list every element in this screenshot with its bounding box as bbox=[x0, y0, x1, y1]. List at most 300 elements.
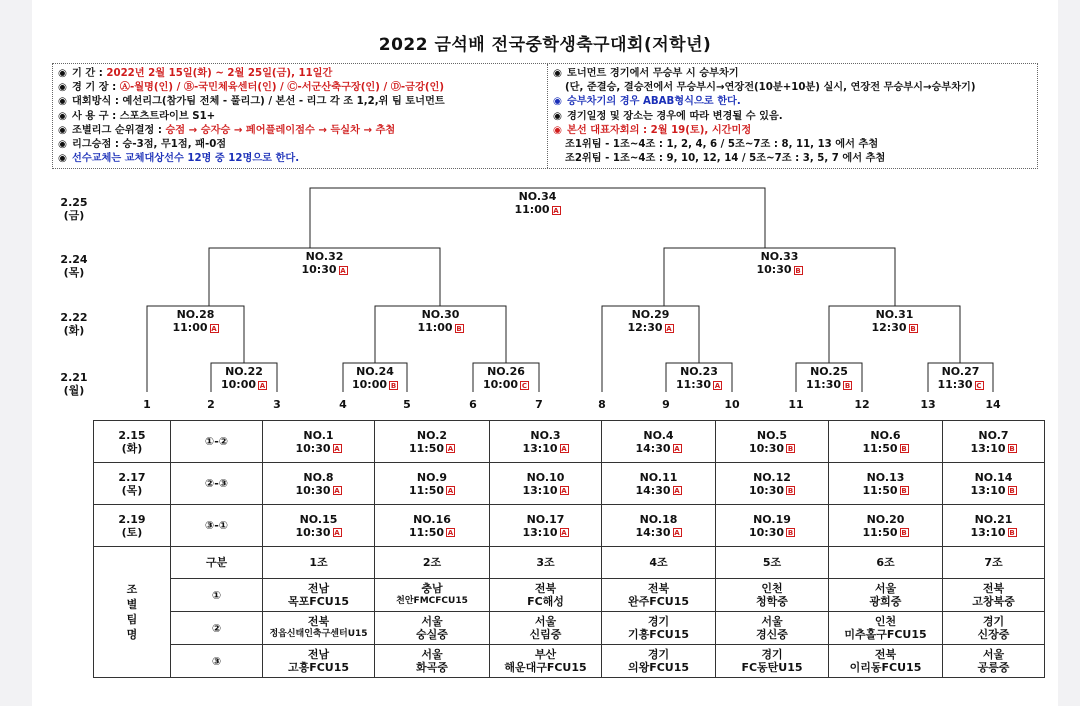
bracket-slot-number: 9 bbox=[662, 398, 670, 411]
schedule-row bbox=[94, 463, 1045, 505]
venue-badge: A bbox=[674, 445, 680, 453]
game-cell bbox=[602, 421, 716, 463]
match-number: NO.23 bbox=[680, 365, 718, 378]
match-number: NO.30 bbox=[421, 308, 460, 321]
game-number: NO.12 bbox=[753, 470, 791, 484]
game-time: 10:30 bbox=[748, 525, 784, 539]
game-number: NO.3 bbox=[530, 428, 561, 442]
team-cell bbox=[829, 645, 943, 678]
team-name: 고창북중 bbox=[972, 595, 1015, 608]
venue-badge: C bbox=[521, 381, 528, 390]
bracket-match bbox=[401, 308, 481, 334]
team-cell bbox=[375, 579, 490, 612]
weekday-text: (토) bbox=[121, 525, 143, 539]
venue-badge: B bbox=[910, 324, 916, 333]
weekday-text: (월) bbox=[63, 384, 85, 397]
document-page bbox=[32, 0, 1058, 706]
bracket-slot-number: 8 bbox=[598, 398, 606, 411]
team-name: 신장중 bbox=[977, 628, 1010, 641]
match-time: 10:30 bbox=[756, 263, 792, 276]
game-number: NO.14 bbox=[974, 470, 1013, 484]
info-text: 승부차기의 경우 ABAB형식으로 한다. bbox=[567, 96, 741, 108]
venue-badge: A bbox=[334, 445, 340, 453]
info-label: 선수교체는 bbox=[72, 153, 122, 165]
team-region: 전북 bbox=[982, 582, 1005, 595]
group-header: 3조 bbox=[490, 547, 602, 579]
game-number: NO.6 bbox=[870, 428, 901, 442]
schedule-date-cell bbox=[94, 505, 171, 547]
team-cell bbox=[943, 579, 1045, 612]
team-cell bbox=[602, 579, 716, 612]
venue-badge: A bbox=[447, 445, 454, 453]
match-time: 11:30 bbox=[937, 378, 973, 391]
venue-badge: A bbox=[211, 324, 217, 333]
match-number: NO.34 bbox=[518, 190, 557, 203]
game-cell bbox=[716, 421, 829, 463]
bullet-icon: ◉ bbox=[58, 68, 67, 79]
seed-cell: ① bbox=[171, 579, 263, 612]
info-line bbox=[553, 81, 1035, 95]
bracket-date bbox=[54, 311, 94, 337]
game-time: 13:10 bbox=[522, 483, 558, 497]
team-region: 경기 bbox=[982, 615, 1005, 628]
team-region: 경기 bbox=[647, 648, 670, 661]
venue-badge: B bbox=[390, 381, 397, 390]
match-time-row bbox=[921, 378, 1001, 391]
team-region: 서울 bbox=[421, 615, 443, 628]
game-number: NO.8 bbox=[303, 470, 334, 484]
match-time-row bbox=[466, 378, 546, 391]
game-cell bbox=[716, 505, 829, 547]
round-cell: ③-① bbox=[171, 505, 263, 547]
match-time: 11:00 bbox=[514, 203, 550, 216]
weekday-text: (금) bbox=[63, 209, 85, 222]
bullet-icon: ◉ bbox=[58, 82, 67, 94]
match-time: 10:00 bbox=[482, 378, 518, 391]
team-name: 숭실중 bbox=[416, 628, 448, 641]
info-text: 스포츠트라이브 S1+ bbox=[119, 110, 216, 122]
bullet-icon: ◉ bbox=[58, 110, 67, 122]
info-line bbox=[553, 138, 1035, 152]
venue-badge: A bbox=[674, 487, 680, 495]
team-cell bbox=[943, 612, 1045, 645]
date-text: 2.24 bbox=[60, 253, 88, 266]
info-text: 예선리그(참가팀 전체 - 풀리그) / 본선 - 리그 각 조 1,2,위 팀 토너먼트 bbox=[122, 96, 445, 108]
venue-badge: B bbox=[787, 445, 794, 453]
teams-label: 조별팀명 bbox=[126, 583, 138, 641]
venue-badge: A bbox=[714, 381, 721, 390]
bracket-slot-number: 6 bbox=[469, 398, 477, 411]
group-header: 6조 bbox=[829, 547, 943, 579]
match-time: 11:00 bbox=[417, 321, 453, 334]
game-cell bbox=[716, 463, 829, 505]
game-cell bbox=[375, 505, 490, 547]
team-name: 이리동FCU15 bbox=[849, 661, 922, 674]
team-cell bbox=[490, 579, 602, 612]
game-time-row bbox=[490, 442, 601, 455]
venue-badge: B bbox=[901, 445, 907, 453]
bracket-slot-number: 1 bbox=[143, 398, 151, 411]
info-line bbox=[58, 110, 543, 124]
info-line bbox=[58, 138, 543, 152]
seed-cell: ② bbox=[171, 612, 263, 645]
info-text: 토너먼트 경기에서 무승부 시 승부차기 bbox=[567, 68, 739, 79]
venue-badge: B bbox=[844, 381, 851, 390]
venue-badge: C bbox=[976, 381, 982, 390]
team-cell bbox=[375, 612, 490, 645]
bracket-match bbox=[611, 308, 691, 334]
match-time-row bbox=[335, 378, 415, 391]
match-time: 11:30 bbox=[805, 378, 841, 391]
bracket-date bbox=[54, 371, 94, 397]
game-cell bbox=[375, 421, 490, 463]
schedule-row bbox=[94, 505, 1045, 547]
game-time: 14:30 bbox=[635, 525, 671, 539]
game-time: 11:50 bbox=[408, 525, 444, 539]
game-time-row bbox=[943, 442, 1044, 455]
game-number: NO.4 bbox=[643, 428, 674, 442]
bullet-icon: ◉ bbox=[553, 96, 562, 108]
info-text: 조1위팀 - 1조~4조 : 1, 2, 4, 6 / 5조~7조 : 8, 11, 13 에서 추첨 bbox=[565, 139, 879, 151]
team-cell bbox=[943, 645, 1045, 678]
game-time: 11:50 bbox=[408, 483, 444, 497]
match-time-row bbox=[156, 321, 236, 334]
teams-side-label bbox=[94, 547, 171, 678]
info-label: 조별리그 순위결정 : bbox=[72, 124, 162, 136]
bullet-icon: ◉ bbox=[58, 124, 67, 136]
match-number: NO.31 bbox=[875, 308, 914, 321]
game-cell bbox=[943, 463, 1045, 505]
team-name: FC해성 bbox=[527, 595, 564, 608]
team-name: 기흥FCU15 bbox=[627, 628, 690, 641]
venue-badge: B bbox=[795, 266, 801, 275]
game-cell bbox=[602, 505, 716, 547]
weekday-text: (화) bbox=[121, 441, 143, 455]
team-name: FC동탄U15 bbox=[741, 661, 803, 674]
team-cell bbox=[829, 579, 943, 612]
team-region: 서울 bbox=[534, 615, 557, 628]
bracket-slot-number: 4 bbox=[339, 398, 347, 411]
match-number: NO.26 bbox=[487, 365, 525, 378]
bullet-icon: ◉ bbox=[553, 110, 562, 122]
match-time-row bbox=[204, 378, 284, 391]
info-text: 본선 대표자회의 : 2월 19(토), 시간미정 bbox=[567, 124, 752, 136]
weekday-text: (목) bbox=[63, 266, 85, 279]
info-left-column bbox=[58, 67, 543, 166]
match-time-row bbox=[789, 378, 869, 391]
team-name: 천안FMCFCU15 bbox=[396, 596, 468, 606]
bracket-slot-number: 2 bbox=[207, 398, 215, 411]
team-row bbox=[94, 612, 1045, 645]
game-time-row bbox=[716, 526, 828, 539]
game-time-row bbox=[490, 526, 601, 539]
bracket-slot-number: 14 bbox=[985, 398, 1001, 411]
game-cell bbox=[829, 421, 943, 463]
game-time: 13:10 bbox=[522, 441, 558, 455]
game-time: 10:30 bbox=[295, 525, 331, 539]
game-time-row bbox=[943, 484, 1044, 497]
team-cell bbox=[263, 579, 375, 612]
game-time: 13:10 bbox=[970, 483, 1006, 497]
info-text: Ⓐ-월명(인) / Ⓑ-국민체육센터(인) / Ⓒ-서군산축구장(인) / Ⓓ-금강(인) bbox=[119, 82, 444, 94]
group-header: 1조 bbox=[263, 547, 375, 579]
game-cell bbox=[943, 505, 1045, 547]
game-cell bbox=[490, 505, 602, 547]
match-number: NO.22 bbox=[225, 365, 263, 378]
round-cell: ②-③ bbox=[171, 463, 263, 505]
game-cell bbox=[490, 463, 602, 505]
team-name: 경신중 bbox=[756, 628, 788, 641]
match-number: NO.32 bbox=[305, 250, 344, 263]
team-region: 충남 bbox=[421, 582, 443, 595]
team-region: 전북 bbox=[874, 648, 897, 661]
info-line bbox=[58, 124, 543, 138]
match-time-row bbox=[659, 378, 739, 391]
info-line bbox=[553, 124, 1035, 138]
round-cell: ①-② bbox=[171, 421, 263, 463]
team-region: 전북 bbox=[534, 582, 557, 595]
match-time-row bbox=[611, 321, 691, 334]
match-time-row bbox=[498, 203, 578, 216]
team-name: 완주FCU15 bbox=[627, 595, 690, 608]
bracket-slot-number: 7 bbox=[535, 398, 543, 411]
team-region: 전북 bbox=[307, 615, 330, 628]
match-time-row bbox=[740, 263, 820, 276]
game-cell bbox=[375, 463, 490, 505]
bullet-icon: ◉ bbox=[58, 139, 67, 151]
team-region: 전북 bbox=[647, 582, 670, 595]
team-region: 서울 bbox=[874, 582, 897, 595]
info-line bbox=[58, 152, 543, 166]
venue-badge: A bbox=[674, 529, 680, 537]
venue-badge: B bbox=[1009, 487, 1015, 495]
game-time-row bbox=[602, 442, 715, 455]
match-number: NO.24 bbox=[356, 365, 394, 378]
venue-badge: B bbox=[1009, 445, 1015, 453]
game-number: NO.7 bbox=[978, 428, 1009, 442]
info-text: (단, 준결승, 결승전에서 무승부시→연장전(10분+10분) 실시, 연장전 무승부시→승부차기) bbox=[565, 82, 976, 94]
venue-badge: A bbox=[447, 487, 454, 495]
team-cell bbox=[716, 645, 829, 678]
game-number: NO.9 bbox=[416, 470, 448, 484]
bullet-icon: ◉ bbox=[553, 124, 562, 136]
info-label: 리그승점 : bbox=[72, 139, 119, 151]
date-text: 2.17 bbox=[118, 470, 146, 484]
game-time-row bbox=[602, 484, 715, 497]
team-name: 정읍신태인축구센터U15 bbox=[269, 629, 368, 639]
game-number: NO.18 bbox=[639, 512, 678, 526]
bracket-match bbox=[789, 365, 869, 391]
team-region: 서울 bbox=[761, 615, 783, 628]
match-number: NO.25 bbox=[810, 365, 848, 378]
schedule-date-cell bbox=[94, 463, 171, 505]
date-text: 2.15 bbox=[118, 428, 146, 442]
venue-badge: A bbox=[340, 266, 346, 275]
page-title: 2022 금석배 전국중학생축구대회(저학년) bbox=[378, 35, 712, 55]
info-line bbox=[553, 110, 1035, 124]
venue-badge: A bbox=[561, 529, 567, 537]
game-time-row bbox=[602, 526, 715, 539]
bracket-slot-number: 5 bbox=[403, 398, 411, 411]
bullet-icon: ◉ bbox=[58, 96, 67, 108]
match-number: NO.28 bbox=[176, 308, 215, 321]
info-line bbox=[58, 67, 543, 81]
venue-badge: B bbox=[787, 529, 794, 537]
game-time-row bbox=[943, 526, 1044, 539]
game-time: 13:10 bbox=[970, 525, 1006, 539]
team-name: 고흥FCU15 bbox=[287, 661, 350, 674]
game-time: 14:30 bbox=[635, 483, 671, 497]
team-name: 목포FCU15 bbox=[287, 595, 350, 608]
game-time-row bbox=[263, 484, 374, 497]
group-header: 7조 bbox=[943, 547, 1045, 579]
weekday-text: (화) bbox=[63, 324, 85, 337]
match-number: NO.33 bbox=[760, 250, 799, 263]
bracket-date bbox=[54, 196, 94, 222]
match-time: 12:30 bbox=[627, 321, 663, 334]
team-region: 전남 bbox=[307, 648, 330, 661]
game-time: 13:10 bbox=[522, 525, 558, 539]
team-name: 의왕FCU15 bbox=[627, 661, 690, 674]
info-box bbox=[52, 63, 1038, 169]
team-cell bbox=[602, 612, 716, 645]
team-name: 광희중 bbox=[869, 595, 902, 608]
bracket-match bbox=[498, 190, 578, 216]
game-number: NO.10 bbox=[526, 470, 565, 484]
team-cell bbox=[375, 645, 490, 678]
bracket-slot-number: 12 bbox=[854, 398, 870, 411]
info-line bbox=[553, 152, 1035, 166]
game-number: NO.13 bbox=[866, 470, 905, 484]
venue-badge: A bbox=[553, 206, 559, 215]
game-time-row bbox=[375, 484, 489, 497]
bracket-match bbox=[204, 365, 284, 391]
team-row bbox=[94, 579, 1045, 612]
info-line bbox=[553, 67, 1035, 81]
match-number: NO.27 bbox=[941, 365, 980, 378]
team-name: 해운대구FCU15 bbox=[504, 661, 587, 674]
game-time-row bbox=[716, 442, 828, 455]
match-time: 10:30 bbox=[301, 263, 337, 276]
team-cell bbox=[716, 612, 829, 645]
team-name: 미추홀구FCU15 bbox=[844, 628, 927, 641]
bracket-slot-number: 3 bbox=[273, 398, 281, 411]
match-time-row bbox=[401, 321, 481, 334]
game-time-row bbox=[490, 484, 601, 497]
game-number: NO.16 bbox=[413, 512, 451, 526]
game-time: 11:50 bbox=[408, 441, 444, 455]
schedule-date-cell bbox=[94, 421, 171, 463]
match-time: 10:00 bbox=[220, 378, 256, 391]
bracket-match bbox=[335, 365, 415, 391]
team-cell bbox=[490, 612, 602, 645]
game-time: 11:50 bbox=[862, 441, 898, 455]
venue-badge: B bbox=[901, 529, 907, 537]
team-region: 서울 bbox=[982, 648, 1005, 661]
team-cell bbox=[263, 612, 375, 645]
group-header-label: 구분 bbox=[171, 547, 263, 579]
game-cell bbox=[490, 421, 602, 463]
game-number: NO.20 bbox=[866, 512, 905, 526]
group-header: 4조 bbox=[602, 547, 716, 579]
info-line bbox=[58, 81, 543, 95]
info-label: 경 기 장 : bbox=[72, 82, 117, 94]
game-cell bbox=[829, 505, 943, 547]
team-name: 신림중 bbox=[529, 628, 562, 641]
bracket-match bbox=[156, 308, 236, 334]
game-cell bbox=[263, 463, 375, 505]
venue-badge: A bbox=[259, 381, 266, 390]
team-region: 인천 bbox=[874, 615, 897, 628]
game-time-row bbox=[375, 442, 489, 455]
game-number: NO.17 bbox=[526, 512, 565, 526]
seed-cell: ③ bbox=[171, 645, 263, 678]
game-time: 13:10 bbox=[970, 441, 1006, 455]
info-label: 사 용 구 : bbox=[72, 110, 117, 122]
bracket-slot-number: 13 bbox=[920, 398, 936, 411]
weekday-text: (목) bbox=[121, 483, 143, 497]
game-time-row bbox=[263, 442, 374, 455]
venue-badge: A bbox=[447, 529, 454, 537]
game-number: NO.2 bbox=[416, 428, 448, 442]
bracket-match bbox=[285, 250, 365, 276]
date-text: 2.25 bbox=[60, 196, 88, 209]
bracket-slot-number: 11 bbox=[788, 398, 804, 411]
bracket-match bbox=[740, 250, 820, 276]
game-number: NO.21 bbox=[974, 512, 1013, 526]
info-line bbox=[58, 95, 543, 109]
info-text: 조2위팀 - 1조~4조 : 9, 10, 12, 14 / 5조~7조 : 3, 5, 7 에서 추첨 bbox=[565, 153, 886, 165]
venue-badge: A bbox=[561, 487, 567, 495]
game-number: NO.1 bbox=[303, 428, 334, 442]
game-time-row bbox=[263, 526, 374, 539]
schedule-row bbox=[94, 421, 1045, 463]
venue-badge: B bbox=[456, 324, 462, 333]
game-time: 10:30 bbox=[748, 483, 784, 497]
game-time: 10:30 bbox=[295, 483, 331, 497]
team-region: 경기 bbox=[647, 615, 670, 628]
team-cell bbox=[263, 645, 375, 678]
venue-badge: A bbox=[666, 324, 672, 333]
team-region: 전남 bbox=[307, 582, 330, 595]
match-time: 11:00 bbox=[172, 321, 208, 334]
bracket-match bbox=[466, 365, 546, 391]
match-time: 12:30 bbox=[871, 321, 907, 334]
venue-badge: B bbox=[1009, 529, 1015, 537]
date-text: 2.21 bbox=[60, 371, 88, 384]
venue-badge: B bbox=[901, 487, 907, 495]
info-label: 기 간 : bbox=[72, 68, 103, 79]
team-name: 공릉중 bbox=[977, 661, 1010, 674]
game-time: 11:50 bbox=[862, 483, 898, 497]
group-header: 5조 bbox=[716, 547, 829, 579]
bullet-icon: ◉ bbox=[58, 153, 67, 165]
game-cell bbox=[602, 463, 716, 505]
group-header-row bbox=[94, 547, 1045, 579]
game-cell bbox=[263, 421, 375, 463]
game-cell bbox=[943, 421, 1045, 463]
info-label: 대회방식 : bbox=[72, 96, 119, 108]
bracket-match bbox=[855, 308, 935, 334]
group-header: 2조 bbox=[375, 547, 490, 579]
team-cell bbox=[716, 579, 829, 612]
game-time-row bbox=[716, 484, 828, 497]
game-number: NO.5 bbox=[756, 428, 788, 442]
game-time: 10:30 bbox=[748, 441, 784, 455]
date-text: 2.19 bbox=[118, 512, 146, 526]
bracket-slot-number: 10 bbox=[724, 398, 740, 411]
venue-badge: A bbox=[561, 445, 567, 453]
